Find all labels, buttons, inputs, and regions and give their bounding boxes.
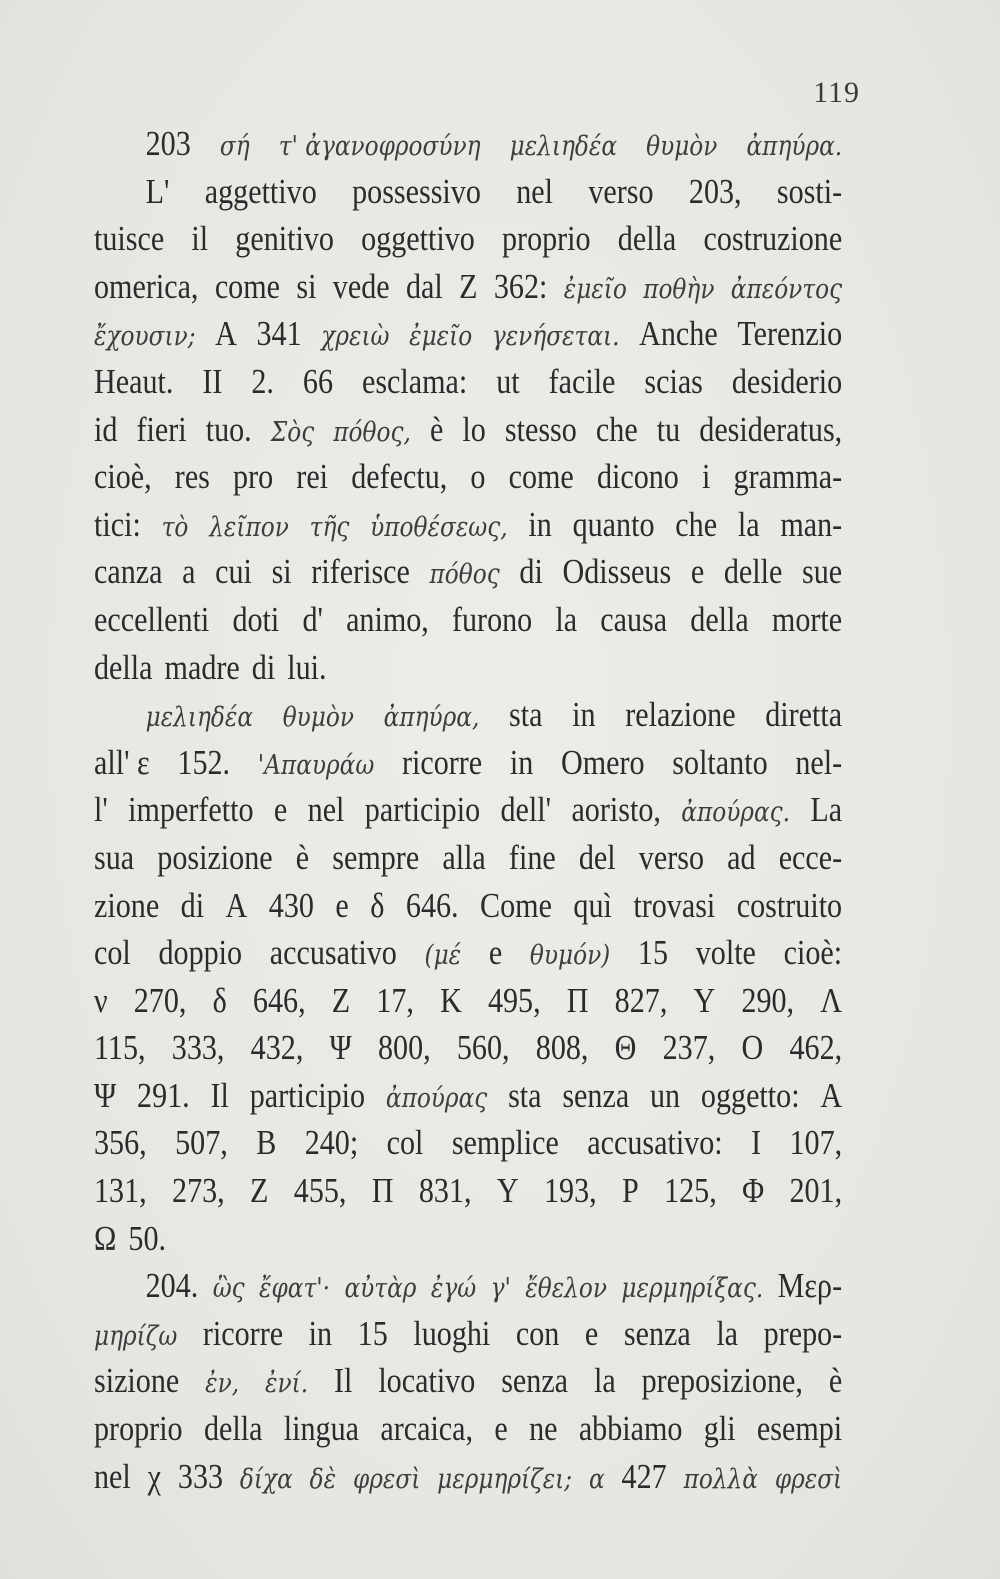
word: Φ xyxy=(742,1171,765,1211)
word: cui xyxy=(215,552,252,592)
greek-word: μερμηρίζει; xyxy=(437,1463,573,1495)
word: tuo. xyxy=(205,409,252,449)
greek-word: ὑποθέσεως, xyxy=(370,511,508,543)
text-line xyxy=(94,691,842,739)
word: 17, xyxy=(376,980,414,1020)
word: Z xyxy=(250,1171,269,1211)
word: e xyxy=(335,885,349,925)
word: della xyxy=(203,1409,263,1449)
word: la xyxy=(593,1361,616,1401)
word: 831, xyxy=(418,1171,472,1211)
word: desideratus, xyxy=(699,409,843,449)
text-line xyxy=(94,1167,842,1215)
word: omerica, xyxy=(94,266,199,306)
word: accusativo: xyxy=(587,1123,723,1163)
word: che xyxy=(595,409,638,449)
word: cioè, xyxy=(94,457,152,497)
greek-word: μηρίζω xyxy=(94,1320,178,1352)
word: 800, xyxy=(377,1028,431,1068)
word: fieri xyxy=(136,409,187,449)
word: locativo xyxy=(378,1361,476,1401)
word: Odisseus xyxy=(562,552,672,592)
word: in xyxy=(528,504,552,544)
word: ne xyxy=(529,1409,558,1449)
word: A xyxy=(820,1075,843,1115)
greek-word: πόθος, xyxy=(333,416,411,448)
greek-word: ἔφατ'· xyxy=(259,1273,331,1305)
word: relazione xyxy=(625,695,736,735)
greek-word: φρεσὶ xyxy=(352,1463,421,1495)
word: Λ xyxy=(820,980,843,1020)
word: lui. xyxy=(287,647,327,687)
word: il xyxy=(191,219,209,259)
word: 201, xyxy=(789,1171,843,1211)
text-line xyxy=(94,215,842,263)
word: gli xyxy=(703,1409,736,1449)
word: Omero xyxy=(561,742,645,782)
text-line xyxy=(94,406,842,454)
word: 495, xyxy=(487,980,541,1020)
word: col xyxy=(94,933,131,973)
greek-word: ἐνί. xyxy=(265,1368,309,1400)
word: Ψ xyxy=(94,1075,117,1115)
word: 50. xyxy=(128,1218,167,1258)
word: rei xyxy=(296,457,329,497)
word: 362: xyxy=(493,266,548,306)
word: Il xyxy=(334,1361,353,1401)
word: proprio xyxy=(501,219,591,259)
word: 291. xyxy=(137,1075,190,1115)
word: 507, xyxy=(175,1123,228,1163)
word: I xyxy=(751,1123,762,1163)
word: come xyxy=(214,266,281,306)
word: res xyxy=(174,457,210,497)
word: d' xyxy=(302,599,323,639)
text-line xyxy=(94,501,842,549)
text-line xyxy=(94,1119,842,1167)
word: 66 xyxy=(302,361,333,401)
greek-word: ἐν, xyxy=(205,1368,240,1400)
word: di xyxy=(251,647,276,687)
greek-word: α xyxy=(588,1463,605,1495)
word: sizione xyxy=(94,1361,180,1401)
word: ricorre xyxy=(202,1313,284,1353)
word: ut xyxy=(496,361,520,401)
word: eccellenti xyxy=(94,599,210,639)
word: lingua xyxy=(283,1409,360,1449)
word: Ω xyxy=(94,1218,117,1258)
greek-word: ἔθελον xyxy=(525,1273,607,1305)
word: nel xyxy=(516,171,554,211)
word: Z xyxy=(331,980,351,1020)
word: morte xyxy=(771,599,843,639)
greek-word: τῆς xyxy=(309,511,350,543)
word: è xyxy=(295,837,310,877)
greek-word: δὲ xyxy=(309,1463,337,1495)
word: 203, xyxy=(688,171,742,211)
word: id xyxy=(94,409,118,449)
text-line xyxy=(94,786,842,834)
word: si xyxy=(296,266,317,306)
word: Come xyxy=(480,885,552,925)
word: gramma- xyxy=(733,457,843,497)
word: 827, xyxy=(614,980,668,1020)
word: δ xyxy=(212,980,227,1020)
page-number: 119 xyxy=(813,76,860,109)
greek-word: ἀπηύρα. xyxy=(746,131,843,162)
greek-word: πολλὰ xyxy=(683,1463,758,1495)
word: della xyxy=(617,219,677,259)
word: II xyxy=(202,361,223,401)
word: col xyxy=(386,1123,424,1163)
word: aoristo, xyxy=(571,790,661,830)
word: 290, xyxy=(741,980,795,1020)
word: tuisce xyxy=(94,219,165,259)
text-line xyxy=(94,1215,842,1263)
word: scias xyxy=(644,361,703,401)
word: 125, xyxy=(664,1171,717,1211)
word: fine xyxy=(508,837,556,877)
word: La xyxy=(810,790,843,830)
word: O xyxy=(741,1028,764,1068)
word: esempi xyxy=(756,1409,843,1449)
word: posizione xyxy=(157,837,273,877)
word: luoghi xyxy=(413,1313,491,1353)
word: 193, xyxy=(543,1171,597,1211)
text-line xyxy=(94,1262,842,1310)
word: delle xyxy=(723,552,783,592)
word: dell' xyxy=(500,790,552,830)
word: costruzione xyxy=(703,219,843,259)
word: senza xyxy=(623,1313,691,1353)
word: 432, xyxy=(250,1028,304,1068)
word: 808, xyxy=(535,1028,589,1068)
word: quì xyxy=(573,885,612,925)
text-line xyxy=(94,358,842,406)
text-line xyxy=(94,596,842,644)
word: senza xyxy=(501,1361,569,1401)
word: nel xyxy=(307,790,345,830)
greek-word: ἐγώ xyxy=(430,1273,477,1305)
word: 203 xyxy=(145,124,191,163)
word: 646, xyxy=(252,980,306,1020)
word: ad xyxy=(727,837,756,877)
word: 2. xyxy=(251,361,274,401)
word: Μερ- xyxy=(777,1266,843,1306)
greek-word: ἐμεῖο xyxy=(409,321,473,353)
word: 237, xyxy=(662,1028,716,1068)
word: in xyxy=(308,1313,333,1353)
word: in xyxy=(509,742,534,782)
greek-word: θυμὸν xyxy=(282,702,354,734)
text-line xyxy=(94,453,842,501)
word: 270, xyxy=(133,980,187,1020)
word: pro xyxy=(233,457,274,497)
word: lo xyxy=(462,409,486,449)
greek-word: θυμόν) xyxy=(529,940,611,972)
word: sosti- xyxy=(776,171,843,211)
word: o xyxy=(470,457,486,497)
word: 356, xyxy=(94,1123,147,1163)
word: possessivo xyxy=(352,171,481,211)
word: ecce- xyxy=(778,837,843,877)
word: imperfetto xyxy=(128,790,254,830)
word: quanto xyxy=(572,504,655,544)
text-line xyxy=(94,882,842,930)
word: furono xyxy=(451,599,533,639)
word: accusativo xyxy=(269,933,397,973)
word: Υ xyxy=(693,980,716,1020)
body-text xyxy=(94,120,842,1500)
text-line xyxy=(94,1072,842,1120)
word: dal xyxy=(405,266,443,306)
word: che xyxy=(675,504,718,544)
greek-word: δίχα xyxy=(239,1463,293,1495)
word: canza xyxy=(94,552,163,592)
word: 273, xyxy=(172,1171,225,1211)
word: nel- xyxy=(795,742,843,782)
word: 204. xyxy=(145,1266,199,1306)
word: i xyxy=(702,457,711,497)
greek-word: ὣς xyxy=(212,1273,245,1305)
word: 341 xyxy=(256,314,302,354)
word: sua xyxy=(94,837,135,877)
word: Π xyxy=(371,1171,394,1211)
word: sta xyxy=(508,1075,542,1115)
greek-word: (μέ xyxy=(424,940,462,972)
text-line xyxy=(94,739,842,787)
word: è xyxy=(828,1361,843,1401)
word: χ xyxy=(147,1456,162,1496)
word: 131, xyxy=(94,1171,147,1211)
word: 115, xyxy=(94,1028,146,1068)
word: Π xyxy=(566,980,589,1020)
word: e xyxy=(690,552,705,592)
word: Heaut. xyxy=(94,361,174,401)
word: la xyxy=(737,504,760,544)
word: e xyxy=(584,1313,599,1353)
word: K xyxy=(440,980,462,1020)
word: L' xyxy=(145,171,170,211)
word: e xyxy=(273,790,288,830)
word: a xyxy=(182,552,196,592)
word: Ψ xyxy=(329,1028,352,1068)
word: come xyxy=(508,457,574,497)
word: di xyxy=(180,885,205,925)
word: ν xyxy=(94,980,108,1020)
word: 430 xyxy=(268,885,314,925)
word: sue xyxy=(801,552,843,592)
word: participio xyxy=(364,790,481,830)
greek-word: ἀπούρας xyxy=(385,1082,488,1114)
greek-word: θυμὸν xyxy=(646,131,718,162)
word: la xyxy=(716,1313,739,1353)
word: 15 xyxy=(637,933,669,973)
word: doppio xyxy=(158,933,243,973)
word: 646. xyxy=(405,885,459,925)
word: di xyxy=(519,552,543,592)
word: vede xyxy=(332,266,390,306)
word: δ xyxy=(370,885,385,925)
greek-word: μελιηδέα xyxy=(145,702,254,734)
word: l' xyxy=(94,790,108,830)
word: Terenzio xyxy=(737,314,843,354)
text-line xyxy=(94,263,842,311)
text-line xyxy=(94,1357,842,1405)
greek-word: τ' ἀγανοφροσύνη xyxy=(278,131,481,162)
text-line xyxy=(94,834,842,882)
word: 107, xyxy=(789,1123,843,1163)
greek-word: γ' xyxy=(490,1273,511,1305)
word: della xyxy=(690,599,749,639)
greek-word: γενήσεται. xyxy=(491,321,620,353)
word: 462, xyxy=(789,1028,843,1068)
greek-word: ποθὴν xyxy=(643,273,715,305)
word: preposizione, xyxy=(641,1361,803,1401)
word: P xyxy=(621,1171,639,1211)
greek-word: τὸ xyxy=(161,511,189,543)
greek-word: αὐτὰρ xyxy=(344,1273,417,1305)
greek-word: Σὸς xyxy=(270,416,315,448)
word: stesso xyxy=(504,409,577,449)
word: prepo- xyxy=(763,1313,843,1353)
word: dicono xyxy=(596,457,679,497)
word: tici: xyxy=(94,504,141,544)
word: e xyxy=(488,933,503,973)
word: man- xyxy=(780,504,843,544)
word: desiderio xyxy=(731,361,843,401)
word: ricorre xyxy=(401,742,483,782)
greek-word: ἐμεῖο xyxy=(563,273,627,305)
word: A xyxy=(215,314,237,354)
greek-word: φρεσὶ xyxy=(774,1463,843,1495)
word: con xyxy=(515,1313,560,1353)
word: costruito xyxy=(736,885,843,925)
word: sempre xyxy=(332,837,420,877)
word: madre xyxy=(164,647,240,687)
word: A xyxy=(225,885,248,925)
word: è xyxy=(429,409,444,449)
word: aggettivo xyxy=(204,171,317,211)
word: alla xyxy=(442,837,486,877)
text-line xyxy=(94,548,842,596)
word: Υ xyxy=(496,1171,519,1211)
text-line xyxy=(94,1405,842,1453)
word: causa xyxy=(600,599,668,639)
greek-word: ἀπηύρα, xyxy=(383,702,480,734)
word: 152. xyxy=(177,742,231,782)
word: zione xyxy=(94,885,160,925)
word: nel xyxy=(94,1456,131,1496)
word: oggettivo xyxy=(361,219,475,259)
word: 455, xyxy=(293,1171,347,1211)
greek-word: 'Απαυράω xyxy=(257,749,375,781)
word: volte xyxy=(695,933,756,973)
word: all' ε xyxy=(94,742,150,782)
text-line xyxy=(94,1024,842,1072)
word: trovasi xyxy=(633,885,716,925)
word: 15 xyxy=(357,1313,388,1353)
word: la xyxy=(555,599,578,639)
word: 427 xyxy=(621,1456,667,1496)
word: diretta xyxy=(765,695,843,735)
word: soltanto xyxy=(672,742,768,782)
word: 333, xyxy=(171,1028,225,1068)
greek-word: ἀπεόντος xyxy=(730,273,843,305)
word: Z xyxy=(459,266,478,306)
word: senza xyxy=(562,1075,630,1115)
text-line xyxy=(94,977,842,1025)
word: riferisce xyxy=(311,552,410,592)
word: doti xyxy=(232,599,280,639)
greek-word: ἀπούρας. xyxy=(681,797,791,829)
text-line xyxy=(94,168,842,216)
word: facile xyxy=(548,361,616,401)
word: Il xyxy=(210,1075,229,1115)
word: 333 xyxy=(177,1456,224,1496)
word: 560, xyxy=(456,1028,510,1068)
word: oggetto: xyxy=(700,1075,800,1115)
word: della xyxy=(94,647,153,687)
greek-word: χρειὼ xyxy=(321,321,390,353)
text-line xyxy=(94,1310,842,1358)
word: esclama: xyxy=(361,361,468,401)
greek-word: μελιηδέα xyxy=(509,131,618,162)
word: si xyxy=(271,552,292,592)
word: 240; xyxy=(304,1123,359,1163)
word: arcaica, xyxy=(380,1409,474,1449)
word: B xyxy=(256,1123,277,1163)
word: del xyxy=(578,837,616,877)
word: un xyxy=(650,1075,681,1115)
word: Θ xyxy=(614,1028,637,1068)
word: cioè: xyxy=(783,933,843,973)
word: tu xyxy=(656,409,681,449)
greek-word: μερμηρίξας. xyxy=(621,1273,764,1305)
word: sta xyxy=(509,695,543,735)
word: defectu, xyxy=(351,457,448,497)
word: abbiamo xyxy=(578,1409,683,1449)
greek-word: ἔχουσιν; xyxy=(94,321,196,353)
word: participio xyxy=(249,1075,366,1115)
text-line xyxy=(94,929,842,977)
text-line xyxy=(94,120,842,168)
word: verso xyxy=(588,171,654,211)
word: proprio xyxy=(94,1409,183,1449)
word: e xyxy=(494,1409,508,1449)
word: animo, xyxy=(346,599,429,639)
word: verso xyxy=(638,837,704,877)
word: semplice xyxy=(451,1123,559,1163)
greek-word: πόθος xyxy=(429,559,500,591)
text-line xyxy=(94,310,842,358)
text-line xyxy=(94,1453,842,1501)
greek-word: λεῖπον xyxy=(209,511,289,543)
word: Anche xyxy=(639,314,718,354)
word: in xyxy=(572,695,596,735)
word: genitivo xyxy=(235,219,334,259)
greek-word: σή xyxy=(219,131,250,162)
text-line xyxy=(94,644,842,692)
